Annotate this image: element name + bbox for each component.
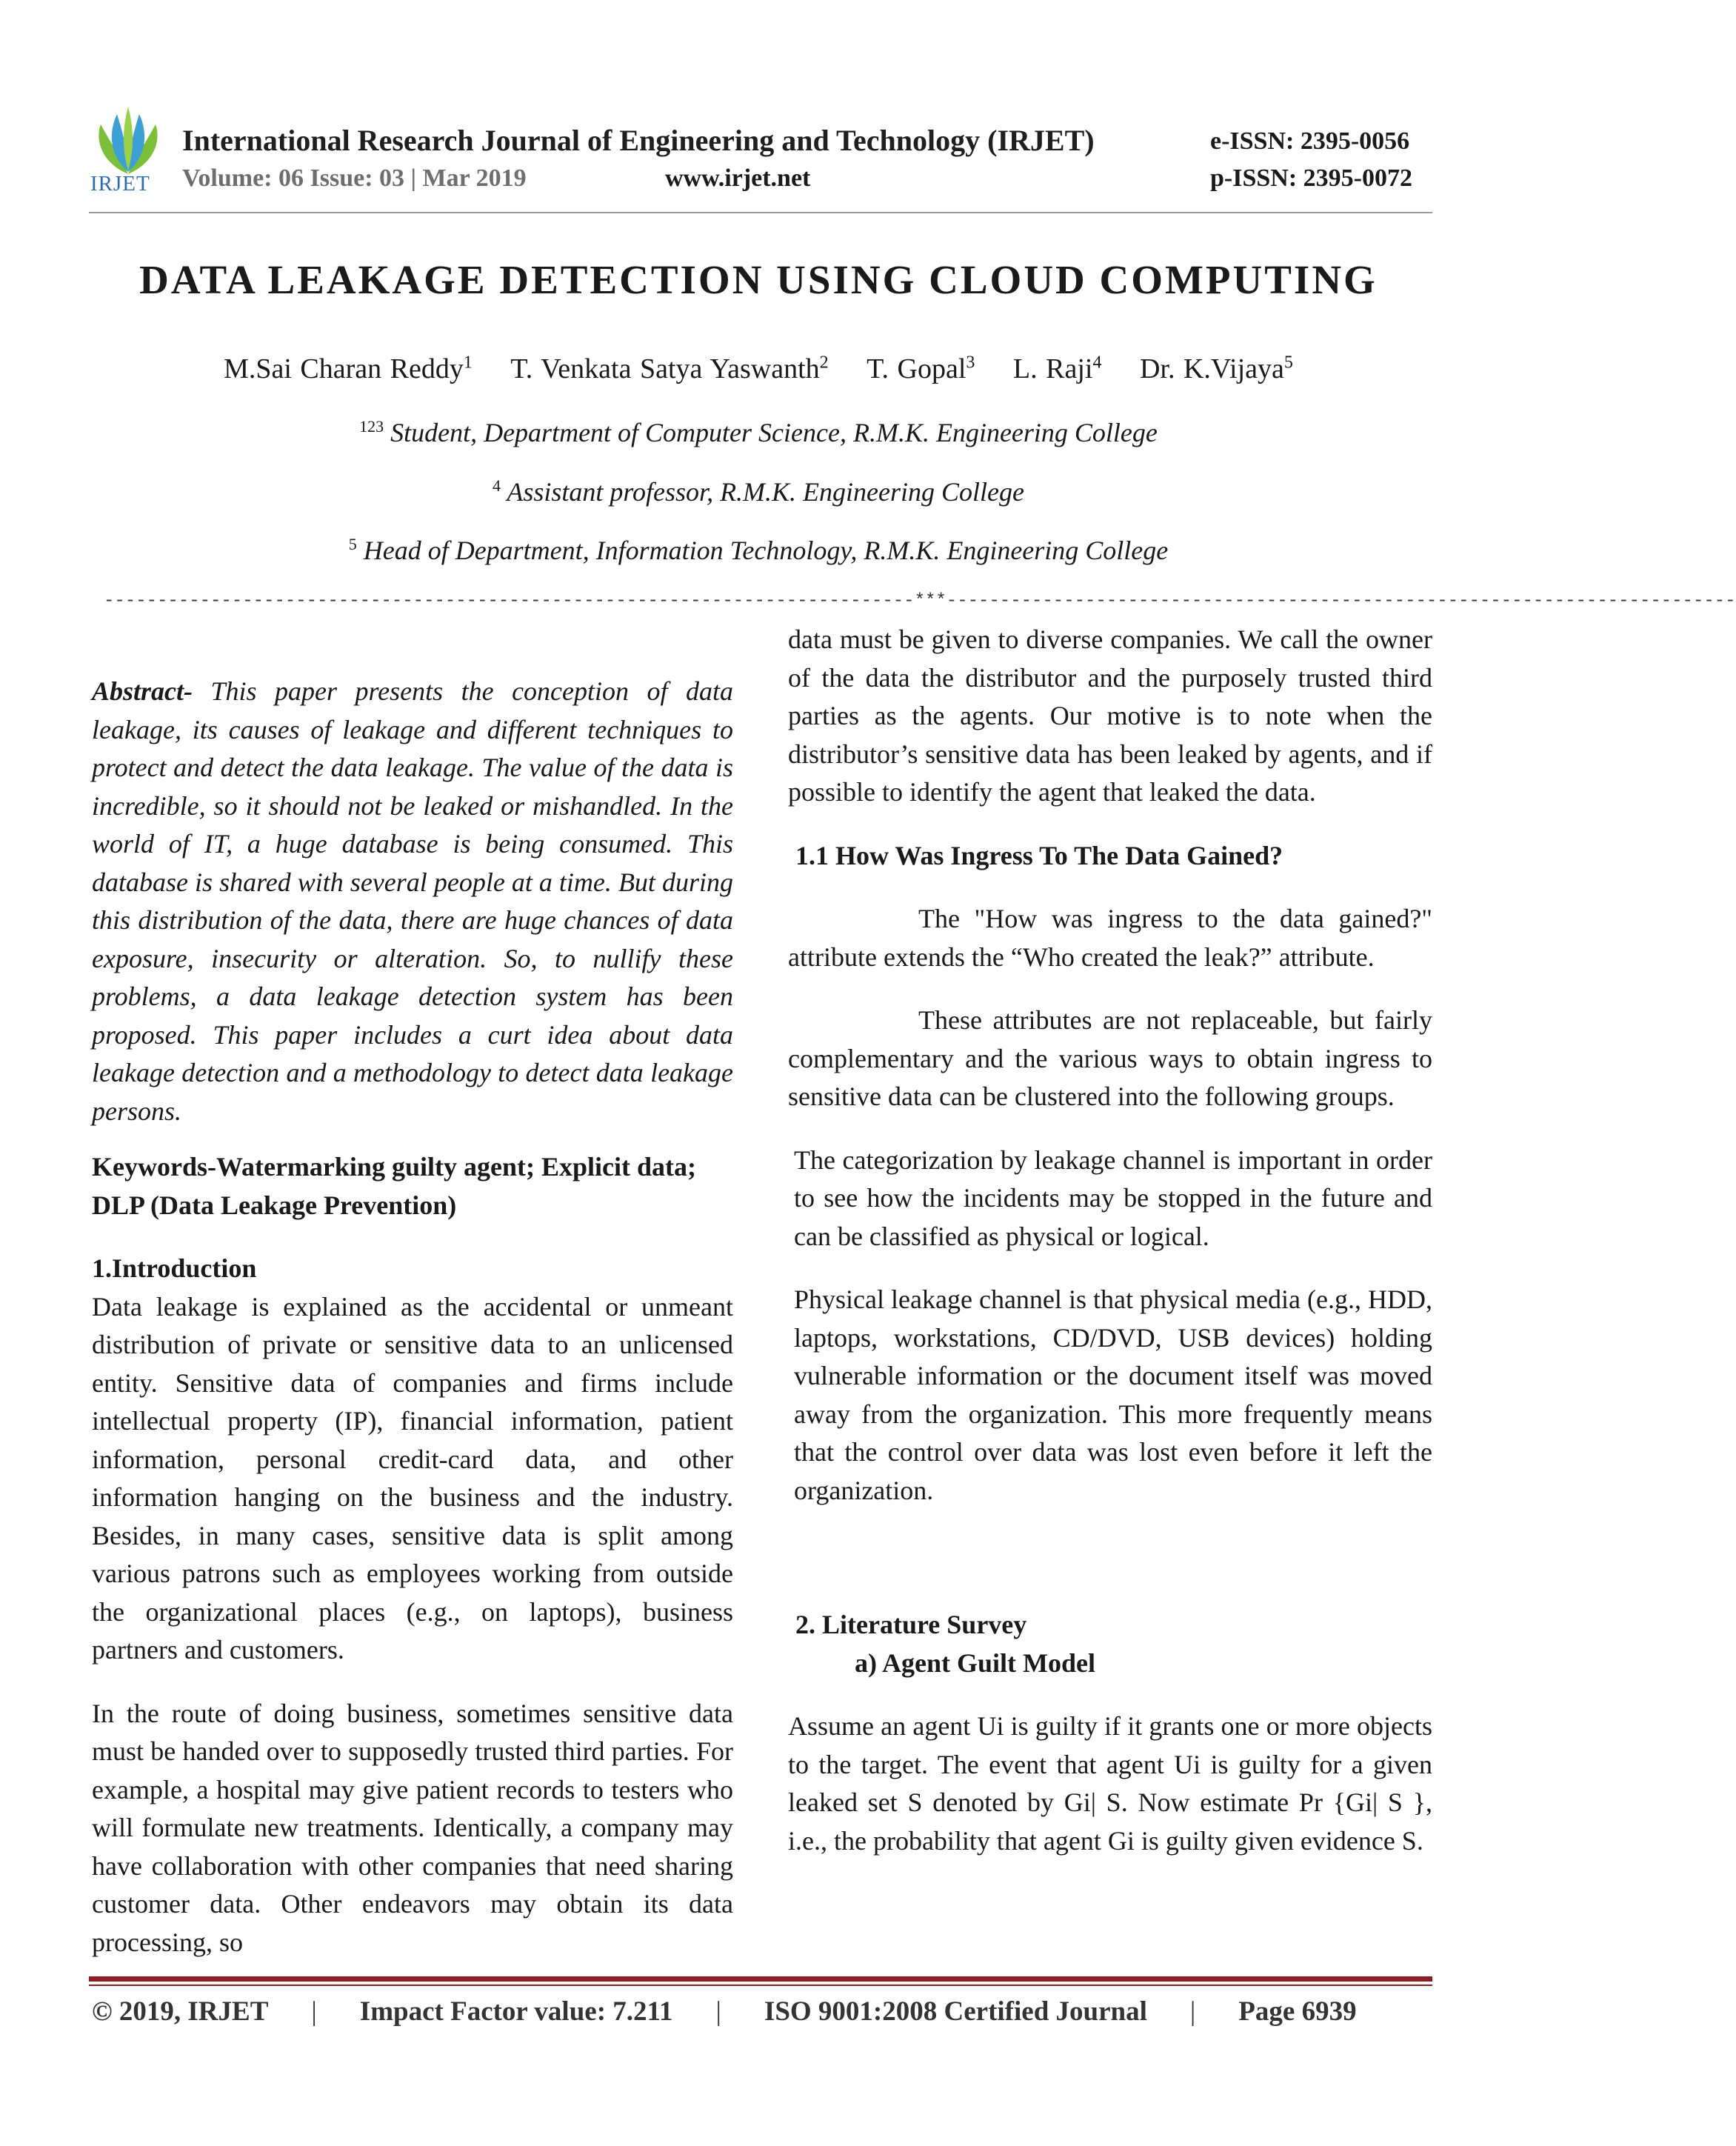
paragraph: In the route of doing business, sometimes sensitive data must be handed over to supposedly trusted third parties. For example, a hospital may give patient records to testers who will formulate new treatments. Identically, a company may have collaboration with other companies that need sharing customer data. Other endeavors may obtain its data processing, so [92,1698,733,1957]
author-list [0,353,1517,385]
e-issn: e-ISSN: 2395-0056 [1210,127,1410,155]
author: T. Gopal$^3$ [867,353,975,384]
footer-separator: | [1189,1996,1196,2027]
copyright: © 2019, IRJET [92,1996,269,2027]
paragraph: Data leakage is explained as the accidental or unmeant distribution of private or sensitive data to an unlicensed entity. Sensitive data of companies and firms include intellectual property (IP), financial information, patient information, personal credit-card data, and other information hanging on the business and the industry. Besides, in many cases, sensitive data is split among various patrons such as employees working from outside the organizational places (e.g., on laptops), business partners and customers. [92,1291,733,1665]
abstract-label: Abstract- [92,676,193,706]
author: M.Sai Charan Reddy$^1$ [224,353,473,384]
abstract: Abstract- This paper presents the conception of data leakage, its causes of leakage and different techniques to protect and detect the data leakage. The value of the data is incredible, so it should not be leaked or mishandled. In the world of IT, a huge database is being consumed. This database is shared with several people at a time. But during this distribution of the data, there are huge chances of data exposure, insecurity or alteration. So, to nullify these problems, a data leakage detection system has been proposed. This paper includes a curt idea about data leakage detection and a methodology to detect data leakage persons. [92,676,733,1126]
page-number: Page 6939 [1238,1996,1357,2027]
volume-issue: Volume: 06 Issue: 03 | Mar 2019 [182,164,527,192]
page-footer [92,1996,1432,2027]
footer-divider [89,1976,1432,1982]
paragraph: Physical leakage channel is that physical media (e.g., HDD, laptops, workstations, CD/DVD, USB devices) holding vulnerable information or the document itself was moved away from the organization. This more frequently means that the control over data was lost even before it left the organization. [794,1284,1432,1505]
author: Dr. K.Vijaya$^5$ [1139,353,1293,384]
paragraph: Assume an agent Ui is guilty if it grants one or more objects to the target. The event that agent Ui is guilty for a given leaked set S denoted by Gi| S. Now estimate Pr {Gi| S }, i.e., the probability that agent Gi is guilty given evidence S. [788,1711,1432,1856]
paragraph: The categorization by leakage channel is important in order to see how the incidents may be stopped in the future and can be classified as physical or logical. [794,1144,1432,1251]
header-divider [89,212,1432,213]
section-heading-literature-survey: 2. Literature Survey [795,1610,1027,1639]
section-separator: ----------------------------------------------------------------------------***-------------------------------------------------------------------------- [104,591,1736,611]
impact-factor: Impact Factor value: 7.211 [359,1996,673,2027]
paragraph: These attributes are not replaceable, but fairly complementary and the various ways to obtain ingress to sensitive data can be clustered into the following groups. [788,1005,1432,1111]
p-issn: p-ISSN: 2395-0072 [1210,164,1412,192]
left-column [92,673,733,1962]
affiliation: $^4$ Assistant professor, R.M.K. Engineering College [492,476,1024,507]
author: L. Raji$^4$ [1012,353,1102,384]
section-heading-1-1: 1.1 How Was Ingress To The Data Gained? [795,840,1283,870]
paper-title: DATA LEAKAGE DETECTION USING CLOUD COMPUTING [139,257,1378,302]
paragraph: The "How was ingress to the data gained?" attribute extends the “Who created the leak?” attribute. [788,904,1432,972]
footer-divider-thin [89,1985,1432,1986]
logo-text: IRJET [90,172,150,196]
footer-separator: | [311,1996,317,2027]
author: T. Venkata Satya Yaswanth$^2$ [510,353,829,384]
iso-certification: ISO 9001:2008 Certified Journal [764,1996,1147,2027]
keywords: Keywords-Watermarking guilty agent; Explicit data; DLP (Data Leakage Prevention) [92,1152,696,1220]
affiliation: $^5$ Head of Department, Information Technology, R.M.K. Engineering College [348,535,1169,565]
paragraph: data must be given to diverse companies. We call the owner of the data the distributor and the purposely trusted third parties as the agents. Our motive is to note when the distributor’s sensitive data has been leaked by agents, and if possible to identify the agent that leaked the data. [788,624,1432,807]
journal-name: International Research Journal of Engineering and Technology (IRJET) [182,124,1095,157]
journal-website: www.irjet.net [665,164,811,192]
affiliation: $^{123}$ Student, Department of Computer Science, R.M.K. Engineering College [359,417,1158,447]
right-column [788,621,1432,1860]
subsection-heading-agent-guilt-model: a) Agent Guilt Model [855,1647,1095,1678]
section-heading-introduction: 1.Introduction [92,1253,257,1283]
footer-separator: | [715,1996,721,2027]
